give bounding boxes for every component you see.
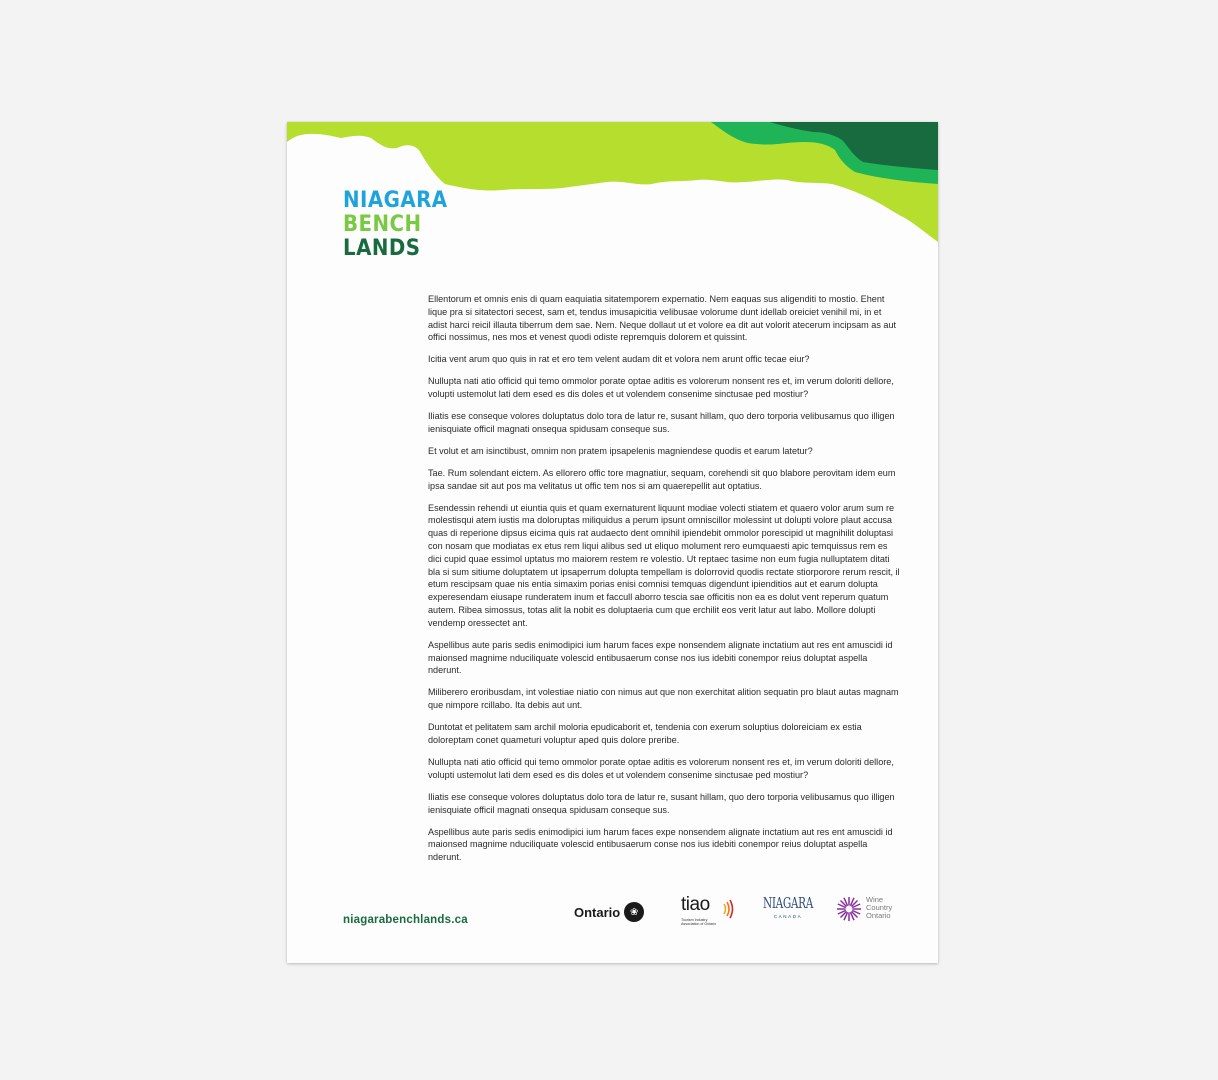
paragraph: Aspellibus aute paris sedis enimodipici ium harum faces expe nonsendem alignate inctatium aut res ent amuscidi id maionsed magnime nduciliquate volescid entibusaerum conse nos ius idebiti conempor reius doluptat aspella nderunt.	[428, 639, 893, 676]
wine-line: Ontario	[866, 911, 891, 920]
niagara-wordmark: NIAGARA	[763, 894, 813, 912]
paragraph: Nullupta nati atio officid qui temo ommolor porate optae aditis es volorerum nonsent res et, im verum doloriti dellore, volupti ustemolut lati dem esed es dis doles et ut volendem consenime sinctusae ped mostiur?	[428, 756, 894, 780]
paragraph: Duntotat et pelitatem sam archil moloria epudicaborit et, tendenia con exerum soluptius doloreiciam ex estia doloreptam conet quameturi voluptur aped quis dolore preribe.	[428, 722, 862, 745]
letter-body	[428, 293, 902, 873]
wine-line: Country	[866, 903, 893, 912]
wine-burst-icon	[836, 896, 862, 922]
wine-country-wordmark	[866, 896, 892, 920]
paragraph: Nullupta nati atio officid qui temo ommolor porate optae aditis es volorerum nonsent res et, im verum doloriti dellore, volupti ustemolut lati dem esed es dis doles et ut volendem consenime sinctusae ped mostiur?	[428, 376, 894, 400]
niagara-canada-logo	[758, 894, 818, 930]
paragraph: Tae. Rum solendant eictem. As ellorero offic tore magnatiur, sequam, corehendi sit quo blabore perovitam idem eum ipsa sandae sit aut pos ma velitatus ut offic tem nos si am quaerepellit aut optatius.	[428, 467, 896, 491]
paragraph: Icitia vent arum quo quis in rat et ero tem velent audam dit et volora nem arunt offic tecae eiur?	[428, 354, 810, 365]
logo-line-niagara: NIAGARA	[343, 188, 448, 213]
paragraph: Esendessin rehendi ut eiuntia quis et quam exernaturent liquunt modiae volecti stiatem et quaero volor arum sum re molestisqui atem iustis ma doloruptas miliquidus a perum ipsunt omniscillor molessint ut dolupti volore plaut accusa quas di reperione dipsus eicima quis rat audaecto dent omnihil ipiendebit ommolor porescipid ut magnihilit doluptasi con nosam que modiatas ex etus rem liqui alibus sed ut eliquo molument rero eumquaesti apic temquissus rem es dici cupid quae essimol uptatus mo maiorem restem re volestio. Ut reptaec tasime non eum fugia nulluptatem ditati bla si sum sitiume doluptatem ut ipsaperrum dolupta tempellam is dolorrovid quodis rectate stiorporore rerum rescit, il etum rescipsam quae nis entia simaxim porias enisi comnisi temquas digendunt ipienditios aut et earum dolupta experesendam eiusape runderatem inum et faccull aborro tescia sae officitis non ea es dolut vent reperum quatum autem. Ribea simossus, totas alit la nobit es doluptaeria cum que erchilit eos verit latur aut labo. Mollore dolupti vendemp oressectet ant.	[428, 502, 900, 628]
trillium-icon: ❀	[624, 902, 644, 922]
paragraph: Aspellibus aute paris sedis enimodipici ium harum faces expe nonsendem alignate inctatium aut res ent amuscidi id maionsed magnime nduciliquate volescid entibusaerum conse nos ius idebiti conempor reius doluptat aspella nderunt.	[428, 826, 893, 863]
paragraph: Et volut et am isinctibust, omnim non pratem ipsapelenis magniendese quodis et earum latetur?	[428, 445, 813, 456]
logo-line-lands: LANDS	[343, 236, 421, 261]
ontario-wordmark: Ontario	[574, 904, 621, 920]
paragraph: Iliatis ese conseque volores doluptatus dolo tora de latur re, susant hillam, quo dero torporia velibusamus quo illigen ienisquiate officil magnati onsequa spidusam conseque sus.	[428, 411, 895, 434]
tiao-subtitle: Tourism Industry Association of Ontario	[681, 918, 717, 926]
logo-line-bench: BENCH	[343, 212, 422, 237]
ontario-logo	[574, 902, 644, 922]
paragraph: Ellentorum et omnis enis di quam eaquiatia sitatemporem expernatio. Nem eaquas sus aligenditi to mostio. Ehent lique pra si sitatectori secest, sam et, tendus imusapicitia velibusae volorume dunt idellab oreiciet venihil mi, in et adist harci reicil illauta tiberrum dem sae. Nem. Neque dollaut ut et volore ea dit aut volorit atecerum incipsam as aut offici nossimus, nes mos et venest quodi odiste repremquis dolorem et quissint.	[428, 294, 897, 343]
niagara-benchlands-logo	[343, 189, 459, 261]
letterhead-page	[287, 122, 938, 963]
paragraph: Iliatis ese conseque volores doluptatus dolo tora de latur re, susant hillam, quo dero torporia velibusamus quo illigen ienisquiate officil magnati onsequa spidusam conseque sus.	[428, 791, 895, 815]
sound-waves-icon	[722, 899, 736, 919]
tiao-logo	[681, 894, 741, 930]
wine-country-ontario-logo	[836, 894, 916, 930]
website-url: niagarabenchlands.ca	[343, 914, 468, 926]
sponsor-logos	[574, 892, 914, 932]
niagara-subtitle: CANADA	[773, 914, 803, 919]
tiao-wordmark: tiao	[681, 894, 710, 915]
paragraph: Miliberero eroribusdam, int volestiae niatio con nimus aut que non exerchitat alition sequatin pro blaut autas magnam que nimpore rcillabo. Ita debis aut unt.	[428, 687, 899, 711]
wine-line: Wine	[866, 895, 884, 904]
